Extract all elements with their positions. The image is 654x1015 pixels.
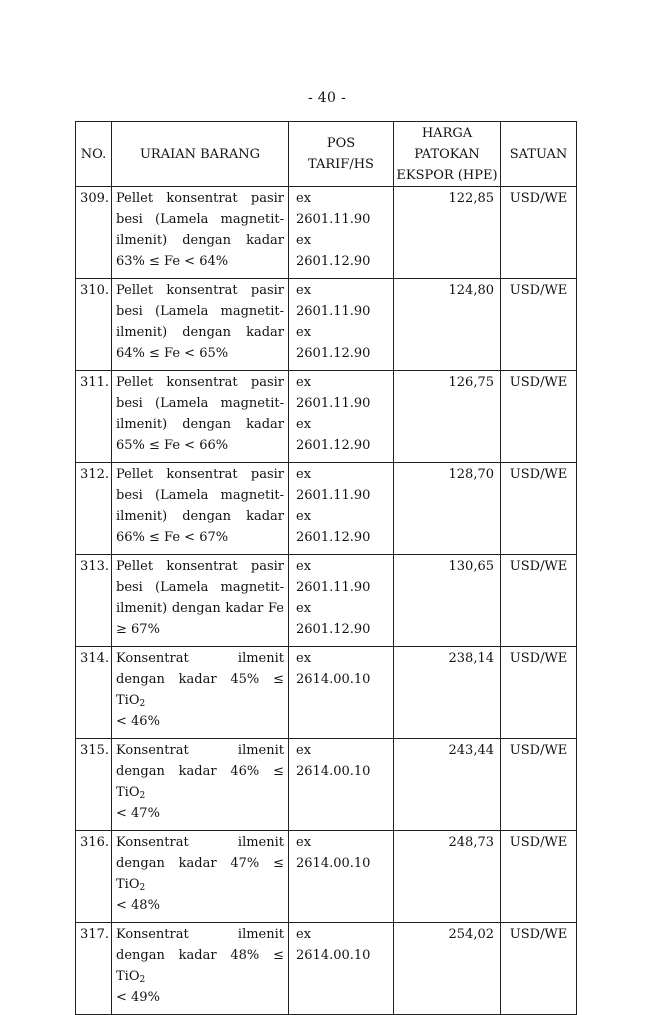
hs-code: ex 2601.11.90: [296, 191, 371, 227]
unit: USD/WE: [501, 739, 577, 831]
hpe-price: 248,73: [394, 831, 501, 923]
description-line: besi (Lamela magnetit-: [116, 488, 284, 503]
description-line: ilmenit) dengan kadar: [116, 325, 284, 340]
description-line: [116, 853, 284, 895]
description-line: ilmenit) dengan kadar: [116, 417, 284, 432]
hpe-table: [75, 121, 577, 1015]
row-number: 314.: [76, 647, 112, 739]
header-pos-tarif: [289, 122, 394, 187]
hs-codes: [289, 923, 394, 1015]
row-number: 310.: [76, 279, 112, 371]
description-line: besi (Lamela magnetit-: [116, 212, 284, 227]
item-description: [112, 647, 289, 739]
item-description: [112, 831, 289, 923]
hs-codes: [289, 555, 394, 647]
unit: USD/WE: [501, 279, 577, 371]
table-row: [76, 187, 577, 279]
description-line: Pellet konsentrat pasir: [116, 375, 284, 390]
hs-code: ex 2601.11.90: [296, 375, 371, 411]
header-pos-line2: TARIF/HS: [308, 157, 374, 172]
hs-code: ex 2601.12.90: [296, 325, 371, 361]
description-line: [116, 669, 284, 711]
header-hpe: [394, 122, 501, 187]
table-header-row: [76, 122, 577, 187]
unit: USD/WE: [501, 923, 577, 1015]
table-row: [76, 371, 577, 463]
hs-code: ex 2601.11.90: [296, 283, 371, 319]
hs-codes: [289, 187, 394, 279]
hs-codes: [289, 647, 394, 739]
hpe-price: 126,75: [394, 371, 501, 463]
item-description: [112, 923, 289, 1015]
hpe-price: 238,14: [394, 647, 501, 739]
description-line: Pellet konsentrat pasir: [116, 559, 284, 574]
description-line: Pellet konsentrat pasir: [116, 191, 284, 206]
unit: USD/WE: [501, 371, 577, 463]
item-description: [112, 555, 289, 647]
description-text: dengan kadar 48% ≤ TiO: [116, 948, 284, 984]
hpe-price: 128,70: [394, 463, 501, 555]
hs-code: ex 2601.11.90: [296, 559, 371, 595]
row-number: 317.: [76, 923, 112, 1015]
header-hpe-line1: HARGA: [421, 125, 473, 141]
description-line: ilmenit) dengan kadar: [116, 509, 284, 524]
hs-codes: [289, 371, 394, 463]
unit: USD/WE: [501, 187, 577, 279]
header-no: NO.: [76, 122, 112, 187]
row-number: 316.: [76, 831, 112, 923]
hs-code: ex 2601.12.90: [296, 601, 371, 637]
description-line: 63% ≤ Fe < 64%: [116, 254, 229, 269]
item-description: [112, 279, 289, 371]
header-pos-line1: POS: [326, 136, 356, 151]
description-line: < 48%: [116, 898, 160, 913]
row-number: 311.: [76, 371, 112, 463]
table-row: [76, 923, 577, 1015]
hpe-price: 254,02: [394, 923, 501, 1015]
description-line: besi (Lamela magnetit-: [116, 304, 284, 319]
table-row: [76, 463, 577, 555]
row-number: 313.: [76, 555, 112, 647]
header-satuan: SATUAN: [501, 122, 577, 187]
description-line: Pellet konsentrat pasir: [116, 467, 284, 482]
hs-code: ex 2614.00.10: [296, 927, 371, 963]
hs-codes: [289, 739, 394, 831]
hpe-price: 243,44: [394, 739, 501, 831]
hs-codes: [289, 831, 394, 923]
description-line: besi (Lamela magnetit-: [116, 580, 284, 595]
table-row: [76, 831, 577, 923]
item-description: [112, 187, 289, 279]
description-line: ilmenit) dengan kadar: [116, 233, 284, 248]
page-number: - 40 -: [308, 90, 346, 106]
unit: USD/WE: [501, 555, 577, 647]
description-line: ilmenit) dengan kadar Fe: [116, 601, 284, 616]
description-text: dengan kadar 45% ≤ TiO: [116, 672, 284, 708]
row-number: 312.: [76, 463, 112, 555]
table-row: [76, 279, 577, 371]
description-line: Konsentrat ilmenit: [116, 835, 284, 850]
description-line: ≥ 67%: [116, 622, 160, 637]
description-line: Konsentrat ilmenit: [116, 927, 284, 942]
description-line: Konsentrat ilmenit: [116, 743, 284, 758]
table-row: [76, 555, 577, 647]
description-line: < 49%: [116, 990, 160, 1005]
description-line: besi (Lamela magnetit-: [116, 396, 284, 411]
hs-code: ex 2614.00.10: [296, 835, 371, 871]
unit: USD/WE: [501, 647, 577, 739]
hs-code: ex 2601.12.90: [296, 509, 371, 545]
hs-code: ex 2601.12.90: [296, 233, 371, 269]
subscript: 2: [139, 791, 146, 801]
item-description: [112, 739, 289, 831]
item-description: [112, 463, 289, 555]
description-line: 65% ≤ Fe < 66%: [116, 438, 229, 453]
row-number: 315.: [76, 739, 112, 831]
table-row: [76, 739, 577, 831]
hs-code: ex 2601.11.90: [296, 467, 371, 503]
subscript: 2: [139, 699, 146, 709]
description-line: [116, 761, 284, 803]
row-number: 309.: [76, 187, 112, 279]
header-hpe-line2: PATOKAN: [414, 146, 480, 162]
subscript: 2: [139, 975, 146, 985]
item-description: [112, 371, 289, 463]
hs-codes: [289, 463, 394, 555]
unit: USD/WE: [501, 831, 577, 923]
hs-code: ex 2601.12.90: [296, 417, 371, 453]
unit: USD/WE: [501, 463, 577, 555]
description-line: < 47%: [116, 806, 160, 821]
hpe-price: 130,65: [394, 555, 501, 647]
hpe-price: 122,85: [394, 187, 501, 279]
description-line: < 46%: [116, 714, 160, 729]
description-line: 64% ≤ Fe < 65%: [116, 346, 229, 361]
description-line: Konsentrat ilmenit: [116, 651, 284, 666]
header-hpe-line3: EKSPOR (HPE): [396, 167, 498, 183]
description-text: dengan kadar 46% ≤ TiO: [116, 764, 284, 800]
hs-codes: [289, 279, 394, 371]
hpe-price: 124,80: [394, 279, 501, 371]
subscript: 2: [139, 883, 146, 893]
description-line: Pellet konsentrat pasir: [116, 283, 284, 298]
table-row: [76, 647, 577, 739]
description-line: [116, 945, 284, 987]
description-text: dengan kadar 47% ≤ TiO: [116, 856, 284, 892]
hs-code: ex 2614.00.10: [296, 743, 371, 779]
description-line: 66% ≤ Fe < 67%: [116, 530, 229, 545]
hs-code: ex 2614.00.10: [296, 651, 371, 687]
header-uraian-barang: URAIAN BARANG: [112, 122, 289, 187]
